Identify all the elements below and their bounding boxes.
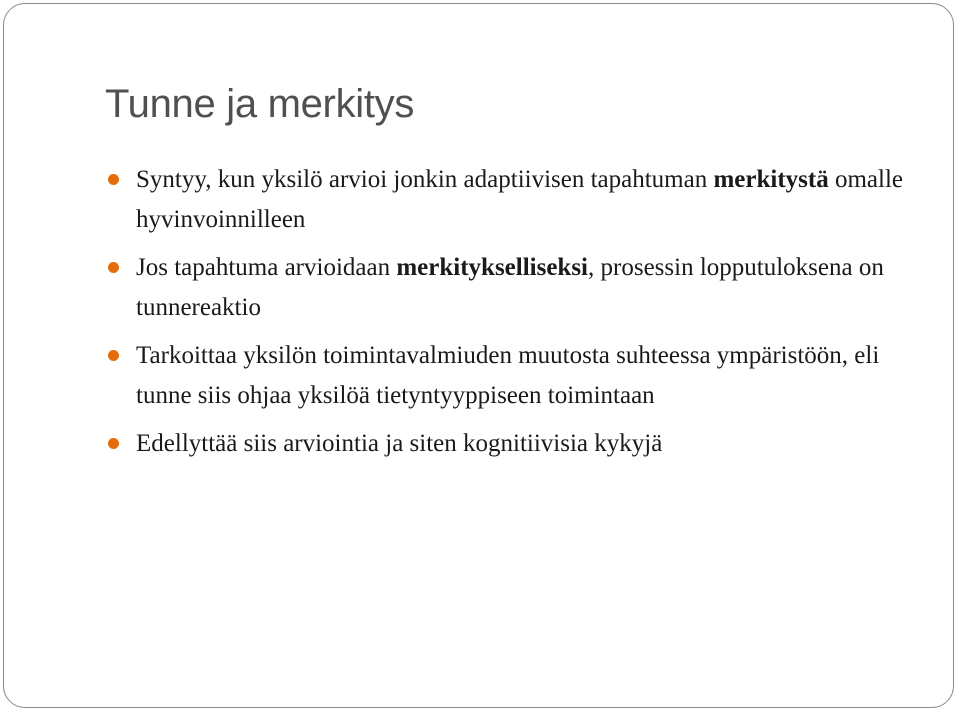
bullet-text	[136, 248, 906, 328]
bullet-text-before: Jos tapahtuma arvioidaan	[136, 254, 397, 281]
bullet-text-before: Tarkoittaa yksilön toimintavalmiuden muutosta suhteessa ympäristöön, eli tunne siis ohjaa yksilöä tietyntyyppiseen toimintaan	[136, 342, 880, 409]
bullet-dot-icon	[108, 438, 119, 449]
bullet-item-3	[106, 336, 906, 416]
bullet-text-after: omalle hyvinvoinnilleen	[136, 166, 904, 233]
bullet-text-before: Syntyy, kun yksilö arvioi jonkin adaptiivisen tapahtuman	[136, 166, 714, 193]
bullet-list	[106, 160, 906, 472]
bullet-item-2	[106, 248, 906, 328]
slide-title: Tunne ja merkitys	[105, 82, 415, 126]
bullet-dot-icon	[108, 174, 119, 185]
bullet-item-4	[106, 424, 906, 464]
bullet-dot-icon	[108, 262, 119, 273]
bullet-text-before: Edellyttää siis arviointia ja siten kognitiivisia kykyjä	[136, 430, 663, 457]
bullet-text-after: , prosessin lopputuloksena on tunnereaktio	[136, 254, 884, 321]
slide-frame	[3, 3, 954, 708]
bullet-text	[136, 424, 906, 464]
bullet-text-bold: merkitystä	[713, 166, 829, 193]
bullet-text-bold: merkitykselliseksi	[396, 254, 589, 281]
bullet-text	[136, 336, 906, 416]
bullet-item-1	[106, 160, 906, 240]
bullet-dot-icon	[108, 350, 119, 361]
bullet-text	[136, 160, 906, 240]
